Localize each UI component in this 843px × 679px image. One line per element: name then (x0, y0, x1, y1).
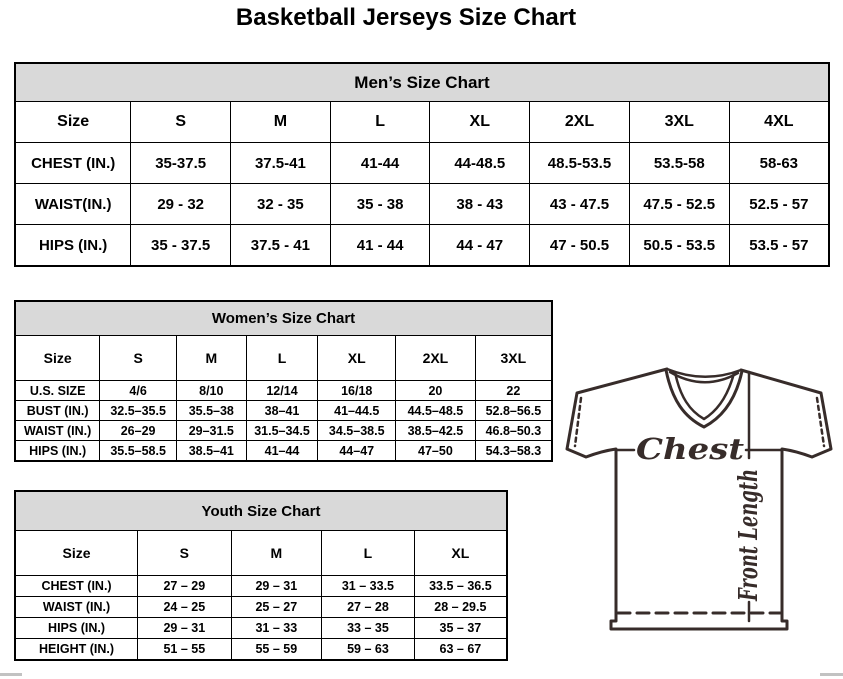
cell: 31 – 33 (231, 618, 322, 639)
cell: 52.8–56.5 (475, 401, 552, 421)
table-row (15, 381, 552, 401)
table-row (15, 639, 507, 661)
cell: 31 – 33.5 (322, 576, 415, 597)
cell: 12/14 (246, 381, 318, 401)
column-header: M (231, 531, 322, 576)
column-header-row (15, 531, 507, 576)
table-title-row (15, 301, 552, 336)
cell: 41 - 44 (330, 225, 430, 267)
table-title: Women’s Size Chart (15, 301, 552, 336)
column-header: M (231, 102, 331, 143)
cell: 51 – 55 (138, 639, 232, 661)
table-title: Men’s Size Chart (15, 63, 829, 102)
cell: 54.3–58.3 (475, 441, 552, 462)
cell: 47 - 50.5 (530, 225, 630, 267)
column-header: Size (15, 102, 131, 143)
column-header: XL (430, 102, 530, 143)
size-table (14, 490, 508, 661)
cell: 29 - 32 (131, 184, 231, 225)
row-label: HIPS (IN.) (15, 618, 138, 639)
table-title-row (15, 63, 829, 102)
table-row (15, 143, 829, 184)
column-header: L (330, 102, 430, 143)
scrollbar-fragment-left (0, 673, 22, 676)
column-header: XL (414, 531, 507, 576)
size-table (14, 300, 553, 462)
cell: 44-48.5 (430, 143, 530, 184)
table-row (15, 441, 552, 462)
womens-size-chart (14, 300, 553, 462)
cell: 44 - 47 (430, 225, 530, 267)
row-label: U.S. SIZE (15, 381, 100, 401)
column-header: S (131, 102, 231, 143)
cell: 55 – 59 (231, 639, 322, 661)
jersey-measurement-diagram (558, 358, 843, 634)
cell: 37.5 - 41 (231, 225, 331, 267)
cell: 38.5–42.5 (396, 421, 476, 441)
column-header: Size (15, 336, 100, 381)
cell: 43 - 47.5 (530, 184, 630, 225)
cell: 34.5–38.5 (318, 421, 396, 441)
cell: 44.5–48.5 (396, 401, 476, 421)
page-title: Basketball Jerseys Size Chart (235, 4, 577, 31)
cell: 20 (396, 381, 476, 401)
jersey-outline (567, 369, 831, 629)
column-header: 3XL (475, 336, 552, 381)
cell: 26–29 (100, 421, 177, 441)
row-label: CHEST (IN.) (15, 143, 131, 184)
table-row (15, 184, 829, 225)
cell: 52.5 - 57 (729, 184, 829, 225)
row-label: BUST (IN.) (15, 401, 100, 421)
cell: 35-37.5 (131, 143, 231, 184)
column-header-row (15, 102, 829, 143)
cell: 63 – 67 (414, 639, 507, 661)
cell: 53.5 - 57 (729, 225, 829, 267)
cell: 25 – 27 (231, 597, 322, 618)
column-header: 3XL (629, 102, 729, 143)
chest-label: Chest (636, 432, 745, 466)
cell: 41–44.5 (318, 401, 396, 421)
table-title: Youth Size Chart (15, 491, 507, 531)
column-header: S (100, 336, 177, 381)
cell: 35.5–58.5 (100, 441, 177, 462)
cell: 41-44 (330, 143, 430, 184)
cell: 35 - 37.5 (131, 225, 231, 267)
table-row (15, 421, 552, 441)
cell: 28 – 29.5 (414, 597, 507, 618)
cell: 47.5 - 52.5 (629, 184, 729, 225)
cell: 59 – 63 (322, 639, 415, 661)
row-label: HIPS (IN.) (15, 225, 131, 267)
table-row (15, 401, 552, 421)
cell: 38.5–41 (176, 441, 246, 462)
cell: 16/18 (318, 381, 396, 401)
cell: 48.5-53.5 (530, 143, 630, 184)
cell: 35.5–38 (176, 401, 246, 421)
column-header: 2XL (530, 102, 630, 143)
cell: 46.8–50.3 (475, 421, 552, 441)
cell: 31.5–34.5 (246, 421, 318, 441)
size-table (14, 62, 830, 267)
cell: 29 – 31 (231, 576, 322, 597)
cell: 37.5-41 (231, 143, 331, 184)
front-length-label: Front Length (734, 409, 764, 601)
cell: 32 - 35 (231, 184, 331, 225)
column-header: XL (318, 336, 396, 381)
row-label: WAIST (IN.) (15, 597, 138, 618)
scrollbar-fragment-right (820, 673, 843, 676)
cell: 50.5 - 53.5 (629, 225, 729, 267)
column-header: L (246, 336, 318, 381)
column-header: L (322, 531, 415, 576)
cell: 27 – 29 (138, 576, 232, 597)
cell: 29 – 31 (138, 618, 232, 639)
cell: 35 - 38 (330, 184, 430, 225)
cell: 33.5 – 36.5 (414, 576, 507, 597)
cell: 38–41 (246, 401, 318, 421)
row-label: WAIST(IN.) (15, 184, 131, 225)
table-title-row (15, 491, 507, 531)
row-label: CHEST (IN.) (15, 576, 138, 597)
table-row (15, 597, 507, 618)
cell: 33 – 35 (322, 618, 415, 639)
row-label: WAIST (IN.) (15, 421, 100, 441)
cell: 24 – 25 (138, 597, 232, 618)
column-header: 2XL (396, 336, 476, 381)
cell: 58-63 (729, 143, 829, 184)
cell: 41–44 (246, 441, 318, 462)
column-header: S (138, 531, 232, 576)
table-row (15, 618, 507, 639)
cell: 4/6 (100, 381, 177, 401)
cell: 27 – 28 (322, 597, 415, 618)
row-label: HIPS (IN.) (15, 441, 100, 462)
cell: 22 (475, 381, 552, 401)
cell: 8/10 (176, 381, 246, 401)
column-header: Size (15, 531, 138, 576)
cell: 44–47 (318, 441, 396, 462)
cell: 29–31.5 (176, 421, 246, 441)
table-row (15, 576, 507, 597)
cell: 53.5-58 (629, 143, 729, 184)
youth-size-chart (14, 490, 508, 661)
cell: 47–50 (396, 441, 476, 462)
mens-size-chart (14, 62, 830, 267)
row-label: HEIGHT (IN.) (15, 639, 138, 661)
column-header: 4XL (729, 102, 829, 143)
column-header: M (176, 336, 246, 381)
cell: 38 - 43 (430, 184, 530, 225)
cell: 35 – 37 (414, 618, 507, 639)
table-row (15, 225, 829, 267)
column-header-row (15, 336, 552, 381)
cell: 32.5–35.5 (100, 401, 177, 421)
